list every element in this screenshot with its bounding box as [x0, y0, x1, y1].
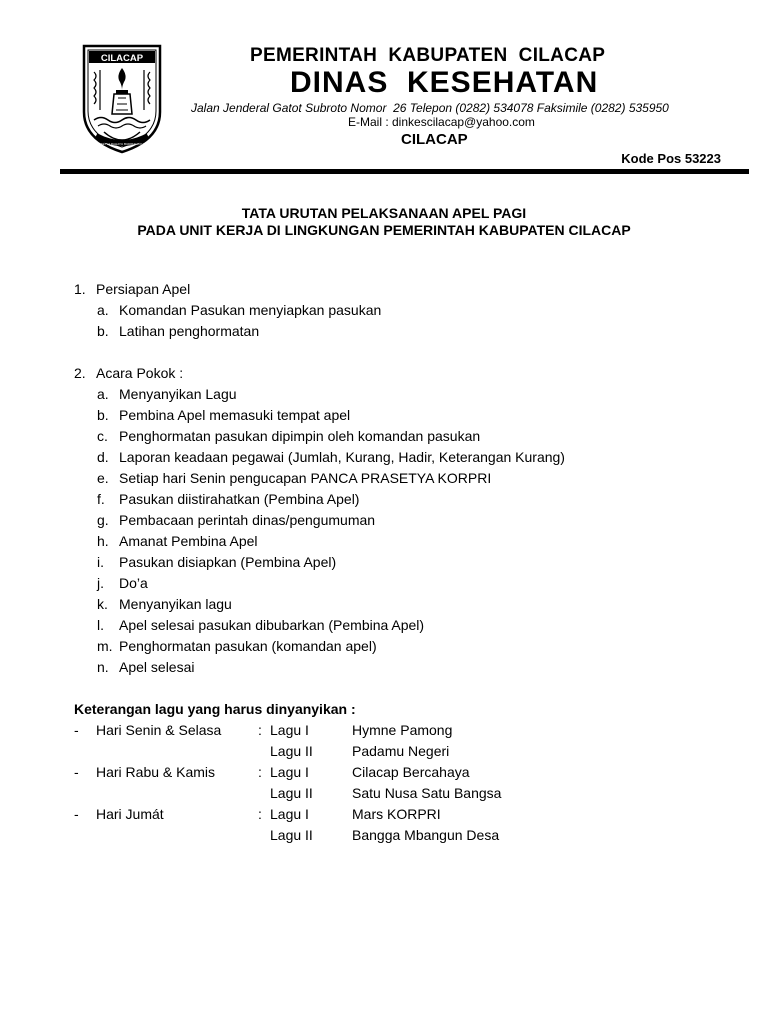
- song-row-dash: -: [74, 764, 79, 780]
- list-item-letter: i.: [97, 554, 104, 570]
- list-item-letter: b.: [97, 323, 109, 339]
- song-row-day: Hari Senin & Selasa: [96, 722, 222, 738]
- list-item-letter: k.: [97, 596, 108, 612]
- department-name: DINAS KESEHATAN: [290, 66, 599, 99]
- section-heading: Acara Pokok :: [96, 365, 184, 381]
- list-item: Penghormatan pasukan (komandan apel): [119, 638, 377, 654]
- list-item-letter: d.: [97, 449, 109, 465]
- song-row-lagu: Lagu I: [270, 722, 309, 738]
- song-row-colon: :: [258, 806, 262, 822]
- list-item-letter: j.: [97, 575, 104, 591]
- song-row-colon: :: [258, 764, 262, 780]
- song-row-lagu: Lagu II: [270, 743, 313, 759]
- section-number: 1.: [74, 281, 86, 297]
- song-row-day: Hari Rabu & Kamis: [96, 764, 216, 780]
- list-item: Apel selesai pasukan dibubarkan (Pembina Apel): [119, 617, 425, 633]
- list-item: Apel selesai: [119, 659, 195, 675]
- list-item-letter: g.: [97, 512, 109, 528]
- document-title-line-1: TATA URUTAN PELAKSANAAN APEL PAGI: [241, 205, 527, 221]
- list-item-letter: f.: [97, 491, 105, 507]
- office-email: E-Mail : dinkescilacap@yahoo.com: [348, 115, 535, 129]
- office-address: Jalan Jenderal Gatot Subroto Nomor 26 Telepon (0282) 534078 Faksimile (0282) 535950: [191, 101, 669, 115]
- letterhead-divider: [60, 169, 749, 174]
- list-item-letter: c.: [97, 428, 108, 444]
- list-item: Latihan penghormatan: [119, 323, 260, 339]
- postal-code: Kode Pos 53223: [621, 151, 721, 166]
- list-item: Do’a: [119, 575, 148, 591]
- song-row-lagu: Lagu II: [270, 785, 313, 801]
- list-item-letter: e.: [97, 470, 109, 486]
- song-row-title: Cilacap Bercahaya: [352, 764, 470, 780]
- song-row-lagu: Lagu I: [270, 806, 309, 822]
- document-title-line-2: PADA UNIT KERJA DI LINGKUNGAN PEMERINTAH KABUPATEN CILACAP: [137, 222, 631, 238]
- letterhead: [0, 0, 768, 180]
- song-row-title: Padamu Negeri: [352, 743, 450, 759]
- government-name: PEMERINTAH KABUPATEN CILACAP: [250, 45, 606, 66]
- song-row-colon: :: [258, 722, 262, 738]
- songs-heading: Keterangan lagu yang harus dinyanyikan :: [74, 701, 356, 717]
- seal-motto: SETYA RAHAYU BUDIRAHAYU: [100, 142, 144, 146]
- list-item-letter: a.: [97, 386, 109, 402]
- city-name: CILACAP: [401, 131, 468, 148]
- song-row-dash: -: [74, 722, 79, 738]
- list-item-letter: b.: [97, 407, 109, 423]
- list-item: Setiap hari Senin pengucapan PANCA PRASETYA KORPRI: [119, 470, 492, 486]
- song-row-day: Hari Jumát: [96, 806, 164, 822]
- list-item: Menyanyikan lagu: [119, 596, 232, 612]
- list-item: Penghormatan pasukan dipimpin oleh komandan pasukan: [119, 428, 481, 444]
- song-row-lagu: Lagu II: [270, 827, 313, 843]
- list-item: Komandan Pasukan menyiapkan pasukan: [119, 302, 382, 318]
- seal-text: CILACAP: [100, 53, 144, 64]
- song-row-title: Hymne Pamong: [352, 722, 453, 738]
- list-item: Pasukan disiapkan (Pembina Apel): [119, 554, 337, 570]
- section-heading: Persiapan Apel: [96, 281, 191, 297]
- cilacap-regency-seal-icon: [80, 42, 164, 156]
- song-row-lagu: Lagu I: [270, 764, 309, 780]
- list-item-letter: a.: [97, 302, 109, 318]
- list-item-letter: l.: [97, 617, 104, 633]
- list-item: Amanat Pembina Apel: [119, 533, 258, 549]
- list-item: Pasukan diistirahatkan (Pembina Apel): [119, 491, 360, 507]
- list-item: Pembacaan perintah dinas/pengumuman: [119, 512, 376, 528]
- section-number: 2.: [74, 365, 86, 381]
- song-row-dash: -: [74, 806, 79, 822]
- song-row-title: Mars KORPRI: [352, 806, 441, 822]
- song-row-title: Satu Nusa Satu Bangsa: [352, 785, 502, 801]
- list-item-letter: h.: [97, 533, 109, 549]
- list-item-letter: n.: [97, 659, 109, 675]
- song-row-title: Bangga Mbangun Desa: [352, 827, 500, 843]
- list-item-letter: m.: [97, 638, 113, 654]
- list-item: Pembina Apel memasuki tempat apel: [119, 407, 351, 423]
- list-item: Laporan keadaan pegawai (Jumlah, Kurang, Hadir, Keterangan Kurang): [119, 449, 565, 465]
- list-item: Menyanyikan Lagu: [119, 386, 237, 402]
